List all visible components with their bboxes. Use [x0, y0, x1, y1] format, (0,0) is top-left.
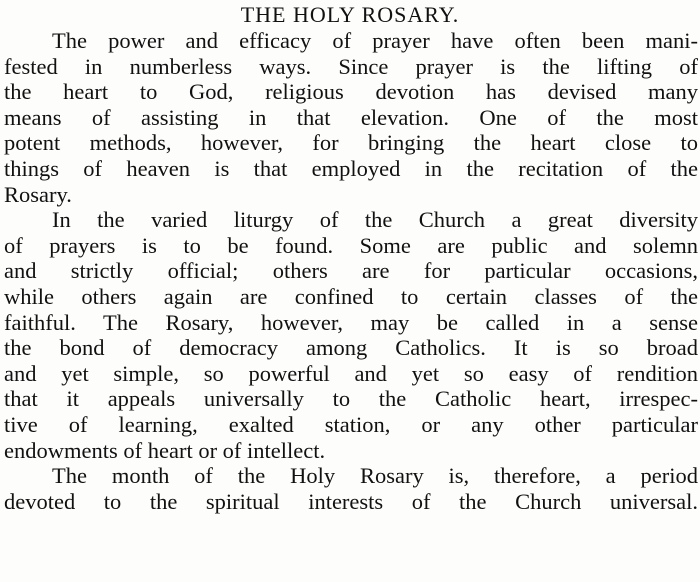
text-line: endowments of heart or of intellect.: [4, 437, 326, 463]
text-line: while others again are confined to certain classes of the: [4, 283, 698, 309]
text-line: The power and efficacy of prayer have often been mani-: [52, 28, 698, 53]
text-line: Rosary.: [4, 181, 72, 207]
text-line: of prayers is to be found. Some are public and solemn: [4, 232, 698, 258]
text-line: and strictly official; others are for particular occasions,: [4, 258, 698, 284]
text-line: and yet simple, so powerful and yet so easy of rendition: [4, 360, 698, 386]
text-line: the heart to God, religious devotion has devised many: [4, 79, 698, 105]
article-title: THE HOLY ROSARY.: [240, 2, 460, 27]
text-line: things of heaven is that employed in the recitation of the: [4, 155, 698, 181]
text-line: faithful. The Rosary, however, may be called in a sense: [4, 309, 698, 335]
text-line: In the varied liturgy of the Church a great diversity: [52, 207, 698, 233]
text-line: devoted to the spiritual interests of the Church universal.: [4, 488, 698, 514]
text-line: potent methods, however, for bringing the heart close to: [4, 130, 698, 156]
text-line: means of assisting in that elevation. One of the most: [4, 104, 698, 130]
text-line: The month of the Holy Rosary is, therefore, a period: [52, 463, 698, 489]
text-line: fested in numberless ways. Since prayer is the lifting of: [4, 53, 698, 79]
text-line: the bond of democracy among Catholics. It is so broad: [4, 335, 698, 361]
text-line: that it appeals universally to the Catholic heart, irrespec-: [4, 386, 698, 412]
article-body: [0, 28, 700, 514]
text-line: tive of learning, exalted station, or any other particular: [4, 411, 698, 437]
